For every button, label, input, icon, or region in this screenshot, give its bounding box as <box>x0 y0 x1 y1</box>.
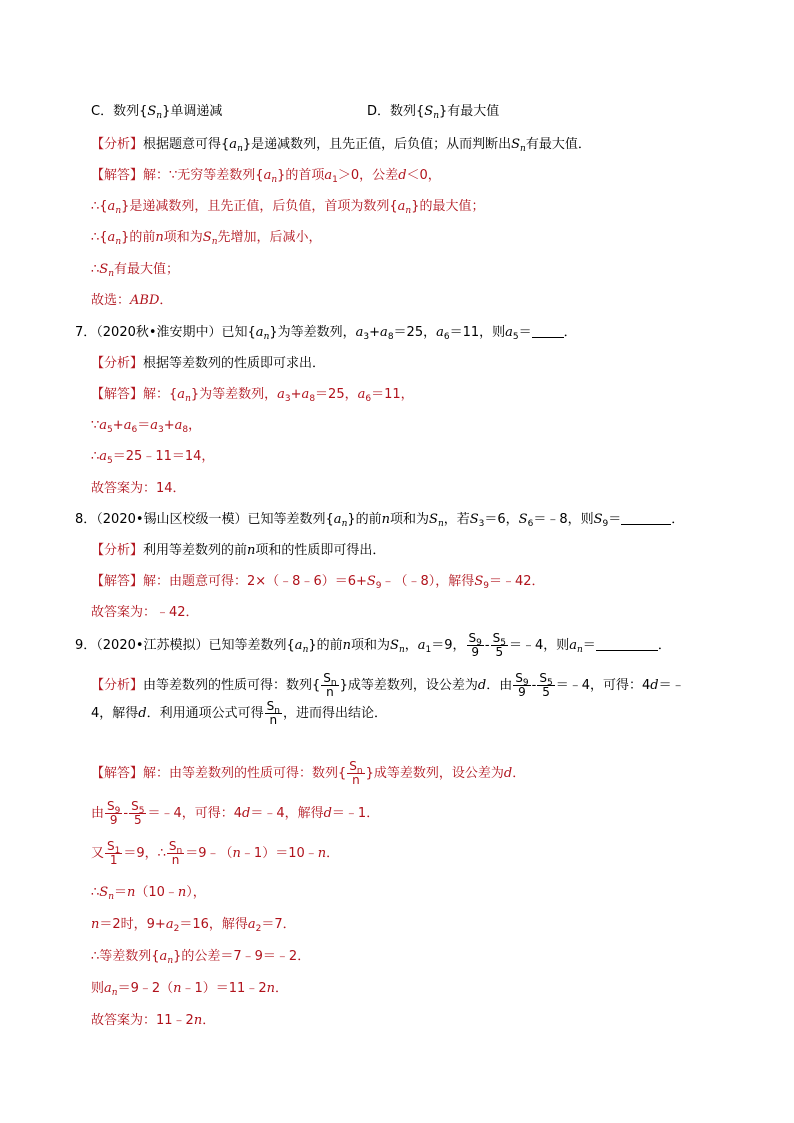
q7-answer-intro: 解：$\{a_n\}$为等差数列，$a_3+a_8=25$，$a_6=11$， <box>143 387 414 404</box>
q7-answer-line2: $\because a_5+a_6=a_3+a_8$， <box>91 418 202 435</box>
q8-stem: 8．（2020•锡山区校级一模）已知等差数列$\{a_n\}$的前n项和为$S_n$，若$S_3=6$，$S_6=﹣8$，则$S_9=$ ． <box>75 512 685 529</box>
q9-answer-line7: 则$a_n=9﹣2(n﹣1)=11﹣2n$． <box>91 981 288 998</box>
q6-answer-line2: $\therefore\{a_n\}$是递减数列，且先正值，后负值，首项为数列$\{a_n\}$的最大值； <box>91 199 485 216</box>
option-c: C．数列$\{S_n\}$单调递减 <box>91 104 223 121</box>
q8-answer <box>91 573 545 591</box>
q9-answer <box>91 760 525 788</box>
q8-final: 故答案为：﹣42． <box>91 605 199 620</box>
analysis-tag: 【分析】 <box>91 543 144 558</box>
q6-answer-line4: $\therefore S_n$有最大值； <box>91 262 179 279</box>
q7-answer <box>91 386 414 404</box>
analysis-tag: 【分析】 <box>91 678 144 693</box>
answer-tag: 【解答】 <box>91 387 144 402</box>
q9-answer-line5: n＝2时，$9+a_2=16$，解得$a_2=7$． <box>91 917 296 934</box>
q9-analysis-text: 由等差数列的性质可得：数列{ $\frac{S_n}{n}$ }成等差数列，设公差为d．由 $\frac{S_9}{9}$ - $\frac{S_5}{5}$ ＝﹣4，可得：4d＝﹣ 4，解得d．利用通项公式可得 $\frac{S_n}{n}$ ，进而得出结论． <box>91 671 685 727</box>
q8-analysis <box>91 542 385 560</box>
q9-answer-line2: 由 $\frac{S_9}{9}$ - $\frac{S_5}{5}$ ＝﹣4，可得：4d＝﹣4，解得d＝﹣1． <box>91 799 380 827</box>
q8-analysis-text: 利用等差数列的前n项和的性质即可得出． <box>143 543 386 558</box>
q9-final: 故答案为：11﹣2n． <box>91 1013 216 1028</box>
answer-tag: 【解答】 <box>91 574 144 589</box>
q9-stem: 9．（2020•江苏模拟）已知等差数列$\{a_n\}$的前n项和为$S_n$，$a_1=9$， $\frac{S_9}{9}$ - $\frac{S_5}{5}$ ＝﹣4，则$a_n=$ ． <box>75 631 671 659</box>
q9-analysis-line1 <box>91 672 685 728</box>
q6-choice: 故选：ABD． <box>91 293 173 308</box>
q7-answer-line3: $\therefore a_5=25﹣11=14$， <box>91 449 215 466</box>
q8-answer-text: 解：由题意可得：$2\times(﹣8﹣6)=6+S_9﹣(﹣8)$，解得$S_9=﹣42$． <box>143 574 545 591</box>
q9-answer-intro: 解：由等差数列的性质可得：数列{ $\frac{S_n}{n}$ }成等差数列，设公差为d． <box>143 759 526 787</box>
q6-answer <box>91 167 441 185</box>
q9-answer-line4: $\therefore S_n=n(10﹣n)$， <box>91 885 206 902</box>
analysis-tag: 【分析】 <box>91 137 144 152</box>
analysis-tag: 【分析】 <box>91 356 144 371</box>
q6-analysis <box>91 136 591 154</box>
q9-answer-line3: 又 $\frac{S_1}{1}$ ＝9，∴ $\frac{S_n}{n}$ ＝9﹣（n﹣1）＝10﹣n． <box>91 839 340 867</box>
answer-tag: 【解答】 <box>91 168 144 183</box>
q6-analysis-text: 根据题意可得$\{a_n\}$是递减数列，且先正值，后负值；从而判断出$S_n$有最大值． <box>143 137 591 154</box>
q6-answer-line3: $\therefore\{a_n\}$的前n项和为$S_n$先增加，后减小， <box>91 230 322 247</box>
q7-final: 故答案为：14． <box>91 481 186 496</box>
option-d: D．数列$\{S_n\}$有最大值 <box>367 104 500 121</box>
q7-analysis-text: 根据等差数列的性质即可求出． <box>143 356 326 371</box>
q6-answer-intro: 解：∵无穷等差数列$\{a_n\}$的首项$a_1>0$，公差d＜0， <box>143 168 441 185</box>
q7-analysis <box>91 355 325 373</box>
q7-stem: 7．（2020秋•淮安期中）已知$\{a_n\}$为等差数列，$a_3+a_8=25$，$a_6=11$，则$a_5=$ ． <box>75 325 577 342</box>
q9-answer-line6: ∴等差数列$\{a_n\}$的公差＝7﹣9＝﹣2． <box>91 949 311 966</box>
answer-tag: 【解答】 <box>91 766 144 781</box>
